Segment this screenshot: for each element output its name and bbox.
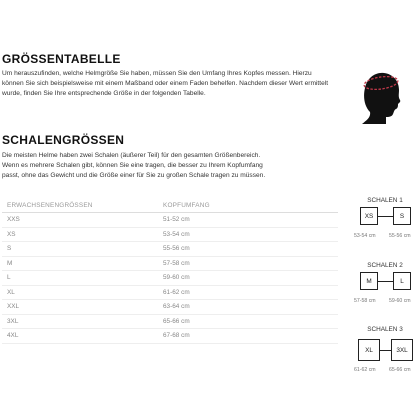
table-row [2,227,338,242]
size-cell: S [2,242,158,257]
size-cell: 3XL [2,314,158,329]
size-cell: XS [2,227,158,242]
shell-title: SCHALEN 1 [367,197,403,204]
size-table-header-row [2,199,338,213]
shell-size-box-right: L [393,272,411,290]
size-column-header: ERWACHSENENGRÖSSEN [2,199,158,213]
size-table [2,199,338,344]
left-range: 61-62 cm [354,367,376,373]
shell-group-2 [355,261,415,306]
right-range: 55-56 cm [389,233,411,239]
table-row [2,285,338,300]
table-row [2,314,338,329]
right-range: 65-66 cm [389,367,411,373]
circumference-cell: 67-68 cm [158,329,338,344]
connector-line [378,281,393,282]
shell-size-box-left: XL [358,339,380,361]
circumference-cell: 61-62 cm [158,285,338,300]
connector-line [378,216,393,217]
table-row [2,300,338,315]
right-range: 59-60 cm [389,298,411,304]
circumference-cell: 59-60 cm [158,271,338,286]
left-range: 57-58 cm [354,298,376,304]
circumference-cell: 65-66 cm [158,314,338,329]
table-row [2,242,338,257]
table-row [2,256,338,271]
shell-size-box-right: 3XL [391,339,413,361]
table-row [2,271,338,286]
size-cell: L [2,271,158,286]
table-row [2,329,338,344]
connector-line [380,350,391,351]
shell-size-box-right: S [393,207,411,225]
shell-group-3 [355,325,415,375]
shell-group-1 [355,196,415,241]
shell-title: SCHALEN 2 [367,262,403,269]
shell-size-box-left: M [360,272,378,290]
table-row [2,213,338,228]
shell-title: SCHALEN 3 [367,326,403,333]
shell-ranges [355,233,415,241]
size-cell: XXL [2,300,158,315]
circumference-cell: 57-58 cm [158,256,338,271]
left-range: 53-54 cm [354,233,376,239]
shell-size-boxes [355,341,415,367]
shell-ranges [355,367,415,375]
circumference-cell: 63-64 cm [158,300,338,315]
size-cell: 4XL [2,329,158,344]
shell-size-boxes [355,207,415,233]
circumference-cell: 53-54 cm [158,227,338,242]
size-chart-heading: GRÖSSENTABELLE [2,52,121,66]
shell-sizes-heading: SCHALENGRÖSSEN [2,133,125,147]
shell-size-box-left: XS [360,207,378,225]
circumference-column-header: KOPFUMFANG [158,199,338,213]
circumference-cell: 55-56 cm [158,242,338,257]
shell-size-boxes [355,272,415,298]
size-cell: XXS [2,213,158,228]
head-silhouette-icon [358,66,404,126]
shell-ranges [355,298,415,306]
circumference-cell: 51-52 cm [158,213,338,228]
size-cell: XL [2,285,158,300]
shell-sizes-description: Die meisten Helme haben zwei Schalen (äußerer Teil) für den gesamten Größenbereich. Wenn es mehrere Schalen gibt, können Sie eine tragen, die besser zu Ihrem Kopfumfang passt, ohne das Gewicht und die Größe einer für Sie zu großen Schale tragen zu müssen. [2,152,266,179]
size-chart-description: Um herauszufinden, welche Helmgröße Sie haben, müssen Sie den Umfang Ihres Kopfes messen. Hierzu können Sie sich beispielsweise mit einem Maßband oder einem Faden behelfen. Nachdem dieser Wert ermittelt wurde, finden Sie Ihre entsprechende Größe in der folgenden Tabelle. [2,70,329,97]
size-cell: M [2,256,158,271]
